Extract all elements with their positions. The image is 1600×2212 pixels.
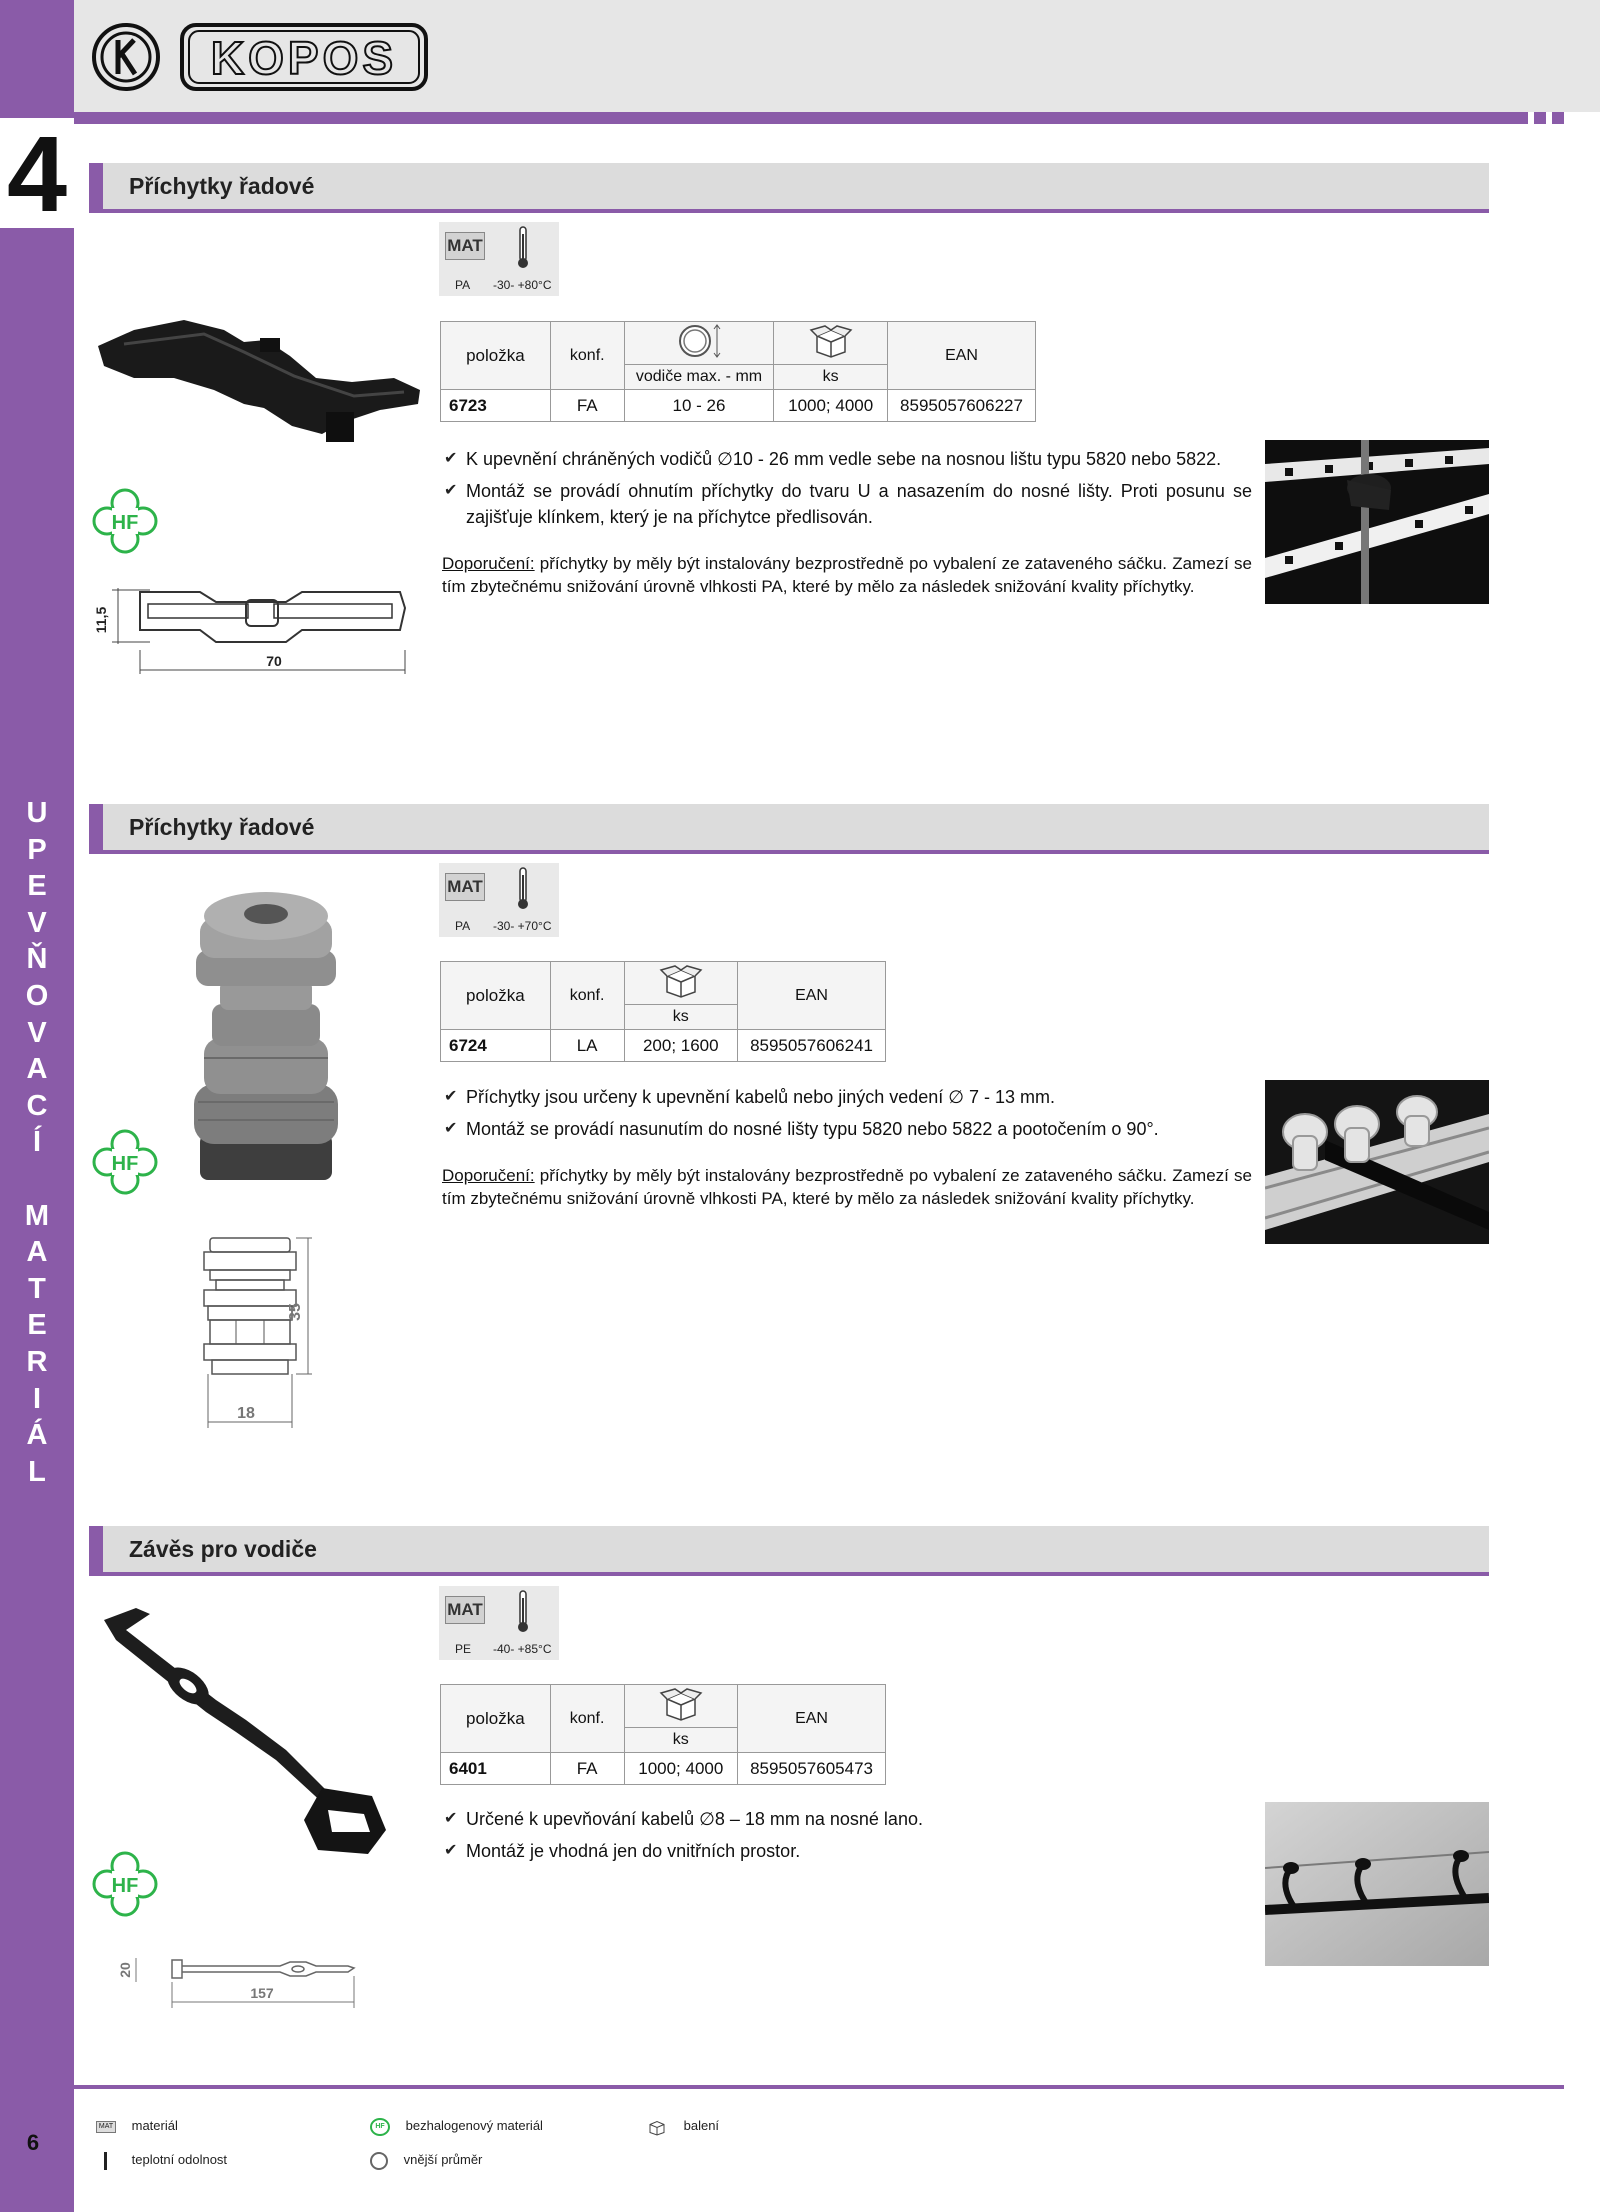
cell-item: 6723 bbox=[441, 390, 551, 422]
outer-diameter-icon bbox=[624, 322, 774, 365]
material-box bbox=[439, 222, 559, 296]
table-row bbox=[441, 1753, 886, 1785]
section-title: Příchytky řadové bbox=[129, 814, 315, 840]
spec-table-6724 bbox=[440, 961, 886, 1062]
recommend-text: příchytky by měly být instalovány bezprostředně po vybalení ze zataveného sáčku. Zamezí se tím zbytečnému snižování úrovně vlhkosti PA, které by mělo za následek snižování kvality příchytky. bbox=[442, 1166, 1252, 1208]
col-ean: EAN bbox=[738, 962, 886, 1030]
col-ean: EAN bbox=[738, 1685, 886, 1753]
mat-icon: MAT bbox=[445, 1596, 485, 1624]
chapter-number: 4 bbox=[6, 113, 68, 234]
vertical-title-letter: L bbox=[28, 1455, 46, 1488]
cell-conf: FA bbox=[550, 390, 624, 422]
mat-icon: MAT bbox=[96, 2121, 116, 2133]
halogen-free-icon bbox=[92, 1851, 158, 1917]
dimension-drawing-6724 bbox=[196, 1232, 330, 1432]
vertical-title-letter bbox=[0, 1161, 74, 1198]
header-accent-line bbox=[74, 112, 1520, 124]
table-row bbox=[441, 1030, 886, 1062]
col-pieces: ks bbox=[624, 1005, 738, 1030]
kopos-logo bbox=[92, 20, 432, 94]
vertical-title-letter: M bbox=[24, 1199, 50, 1232]
col-pieces: ks bbox=[624, 1728, 738, 1753]
bullet-item: ✔ Příchytky jsou určeny k upevnění kabelů nebo jiných vedení ∅ 7 - 13 mm. bbox=[442, 1084, 1252, 1110]
legend-packaging bbox=[646, 2118, 719, 2136]
packaging-icon bbox=[624, 962, 738, 1005]
page-number: 6 bbox=[26, 2130, 40, 2155]
recommend-label: Doporučení: bbox=[442, 1166, 535, 1185]
vertical-title-letter: E bbox=[27, 870, 47, 903]
col-item: položka bbox=[441, 1685, 551, 1753]
vertical-title-letter: T bbox=[28, 1272, 46, 1305]
cell-conductors: 10 - 26 bbox=[624, 390, 774, 422]
section-bar bbox=[89, 1526, 103, 1572]
vertical-title-letter: U bbox=[26, 797, 48, 829]
legend-halogen-free-label: bezhalogenový materiál bbox=[405, 2118, 543, 2134]
installation-photo-6724 bbox=[1265, 1080, 1489, 1244]
vertical-title-letter: A bbox=[26, 1053, 48, 1086]
temperature-value: -30- +70°C bbox=[493, 919, 552, 933]
material-value: PE bbox=[455, 1642, 472, 1656]
dimension-drawing-6723 bbox=[90, 580, 420, 680]
dimension-drawing-6401 bbox=[110, 1952, 360, 2012]
vertical-title-letter: V bbox=[27, 1016, 47, 1049]
outer-diameter-icon bbox=[370, 2152, 388, 2170]
section-header-1 bbox=[89, 163, 1489, 213]
installation-photo-6723 bbox=[1265, 440, 1489, 604]
halogen-free-icon bbox=[92, 488, 158, 554]
vertical-title-letter: V bbox=[27, 906, 47, 939]
vertical-title-letter: R bbox=[26, 1345, 48, 1378]
thermometer-icon bbox=[517, 226, 529, 270]
vertical-title-letter: I bbox=[32, 1382, 42, 1415]
legend-outer-diameter bbox=[370, 2152, 482, 2170]
chapter-vertical-title bbox=[0, 795, 74, 1490]
cell-item: 6724 bbox=[441, 1030, 551, 1062]
section-header-3 bbox=[89, 1526, 1489, 1576]
cell-pieces: 1000; 4000 bbox=[774, 390, 888, 422]
section-title: Závěs pro vodiče bbox=[129, 1536, 317, 1562]
vertical-title-letter: C bbox=[26, 1089, 48, 1122]
recommendation bbox=[442, 552, 1252, 598]
halogen-free-icon: HF bbox=[370, 2118, 390, 2136]
halogen-free-icon bbox=[92, 1129, 158, 1195]
packaging-icon bbox=[624, 1685, 738, 1728]
legend-outer-diameter-label: vnější průměr bbox=[403, 2152, 483, 2168]
thermometer-icon bbox=[96, 2152, 116, 2170]
footer-accent-line bbox=[74, 2085, 1564, 2089]
cell-pieces: 1000; 4000 bbox=[624, 1753, 738, 1785]
description-6723 bbox=[442, 446, 1252, 598]
col-conf: konf. bbox=[550, 322, 624, 390]
temperature-value: -40- +85°C bbox=[493, 1642, 552, 1656]
col-pieces: ks bbox=[774, 365, 888, 390]
logo-text: KOPOS bbox=[210, 32, 398, 84]
bullet-item: ✔ Montáž se provádí ohnutím příchytky do tvaru U a nasazením do nosné lišty. Proti posunu se zajišťuje klínkem, který je na příchytce předlisován. bbox=[442, 478, 1252, 530]
section-header-2 bbox=[89, 804, 1489, 854]
vertical-title-letter: E bbox=[27, 1309, 47, 1342]
legend-packaging-label: balení bbox=[683, 2118, 720, 2134]
description-6401 bbox=[442, 1806, 1252, 1870]
thermometer-icon bbox=[517, 867, 529, 911]
dim-width: 157 bbox=[250, 1985, 274, 2001]
recommend-text: příchytky by měly být instalovány bezprostředně po vybalení ze zataveného sáčku. Zamezí se tím zbytečnému snižování úrovně vlhkosti PA, které by mělo za následek snižování kvality příchytky. bbox=[442, 554, 1252, 596]
mat-icon: MAT bbox=[445, 232, 485, 260]
installation-photo-6401 bbox=[1265, 1802, 1489, 1966]
thermometer-icon bbox=[517, 1590, 529, 1634]
section-title: Příchytky řadové bbox=[129, 173, 315, 199]
spec-table-6723 bbox=[440, 321, 1036, 422]
legend-temperature-label: teplotní odolnost bbox=[131, 2152, 228, 2168]
product-photo-6401 bbox=[96, 1600, 426, 1860]
vertical-title-letter: P bbox=[27, 833, 47, 866]
packaging-icon bbox=[646, 2118, 668, 2136]
col-conf: konf. bbox=[550, 962, 624, 1030]
cell-conf: FA bbox=[550, 1753, 624, 1785]
description-6724 bbox=[442, 1084, 1252, 1210]
bullet-item: ✔ Montáž se provádí nasunutím do nosné lišty typu 5820 nebo 5822 a pootočením o 90°. bbox=[442, 1116, 1252, 1142]
section-bar bbox=[89, 163, 103, 209]
bullet-item: ✔ Určené k upevňování kabelů ∅8 – 18 mm na nosné lano. bbox=[442, 1806, 1252, 1832]
col-item: položka bbox=[441, 962, 551, 1030]
dim-height: 35 bbox=[287, 1303, 304, 1321]
table-row bbox=[441, 390, 1036, 422]
product-photo-6723 bbox=[94, 300, 424, 460]
col-ean: EAN bbox=[888, 322, 1036, 390]
spec-table-6401 bbox=[440, 1684, 886, 1785]
vertical-title-letter: O bbox=[25, 979, 49, 1012]
packaging-icon bbox=[774, 322, 888, 365]
cell-item: 6401 bbox=[441, 1753, 551, 1785]
product-photo-6724 bbox=[186, 888, 346, 1188]
material-value: PA bbox=[455, 278, 471, 292]
dim-width: 70 bbox=[266, 653, 282, 669]
temperature-value: -30- +80°C bbox=[493, 278, 552, 292]
material-box bbox=[439, 863, 559, 937]
hf-label: HF bbox=[111, 1875, 139, 1897]
hf-label: HF bbox=[111, 512, 139, 534]
col-conductors: vodiče max. - mm bbox=[624, 365, 774, 390]
section-bar bbox=[89, 804, 103, 850]
material-box bbox=[439, 1586, 559, 1660]
vertical-title-letter: Á bbox=[26, 1419, 48, 1452]
legend-material bbox=[96, 2118, 178, 2133]
dim-height: 11,5 bbox=[93, 606, 109, 634]
vertical-title-letter: Ň bbox=[26, 943, 48, 976]
recommend-label: Doporučení: bbox=[442, 554, 535, 573]
cell-ean: 8595057606241 bbox=[738, 1030, 886, 1062]
cell-ean: 8595057606227 bbox=[888, 390, 1036, 422]
bullet-item: ✔ Montáž je vhodná jen do vnitřních prostor. bbox=[442, 1838, 1252, 1864]
vertical-title-letter: Í bbox=[32, 1126, 42, 1159]
material-value: PA bbox=[455, 919, 471, 933]
col-conf: konf. bbox=[550, 1685, 624, 1753]
dim-width: 18 bbox=[237, 1405, 255, 1422]
cell-pieces: 200; 1600 bbox=[624, 1030, 738, 1062]
mat-icon: MAT bbox=[445, 873, 485, 901]
recommendation bbox=[442, 1164, 1252, 1210]
legend-temperature bbox=[96, 2152, 227, 2170]
bullet-item: ✔ K upevnění chráněných vodičů ∅10 - 26 mm vedle sebe na nosnou lištu typu 5820 nebo 5822. bbox=[442, 446, 1252, 472]
legend-material-label: materiál bbox=[131, 2118, 178, 2133]
cell-conf: LA bbox=[550, 1030, 624, 1062]
cell-ean: 8595057605473 bbox=[738, 1753, 886, 1785]
col-item: položka bbox=[441, 322, 551, 390]
dim-height: 20 bbox=[117, 1962, 133, 1978]
header-squares bbox=[1504, 112, 1564, 124]
vertical-title-letter: A bbox=[26, 1236, 48, 1269]
hf-label: HF bbox=[111, 1153, 139, 1175]
legend-halogen-free bbox=[370, 2118, 543, 2136]
